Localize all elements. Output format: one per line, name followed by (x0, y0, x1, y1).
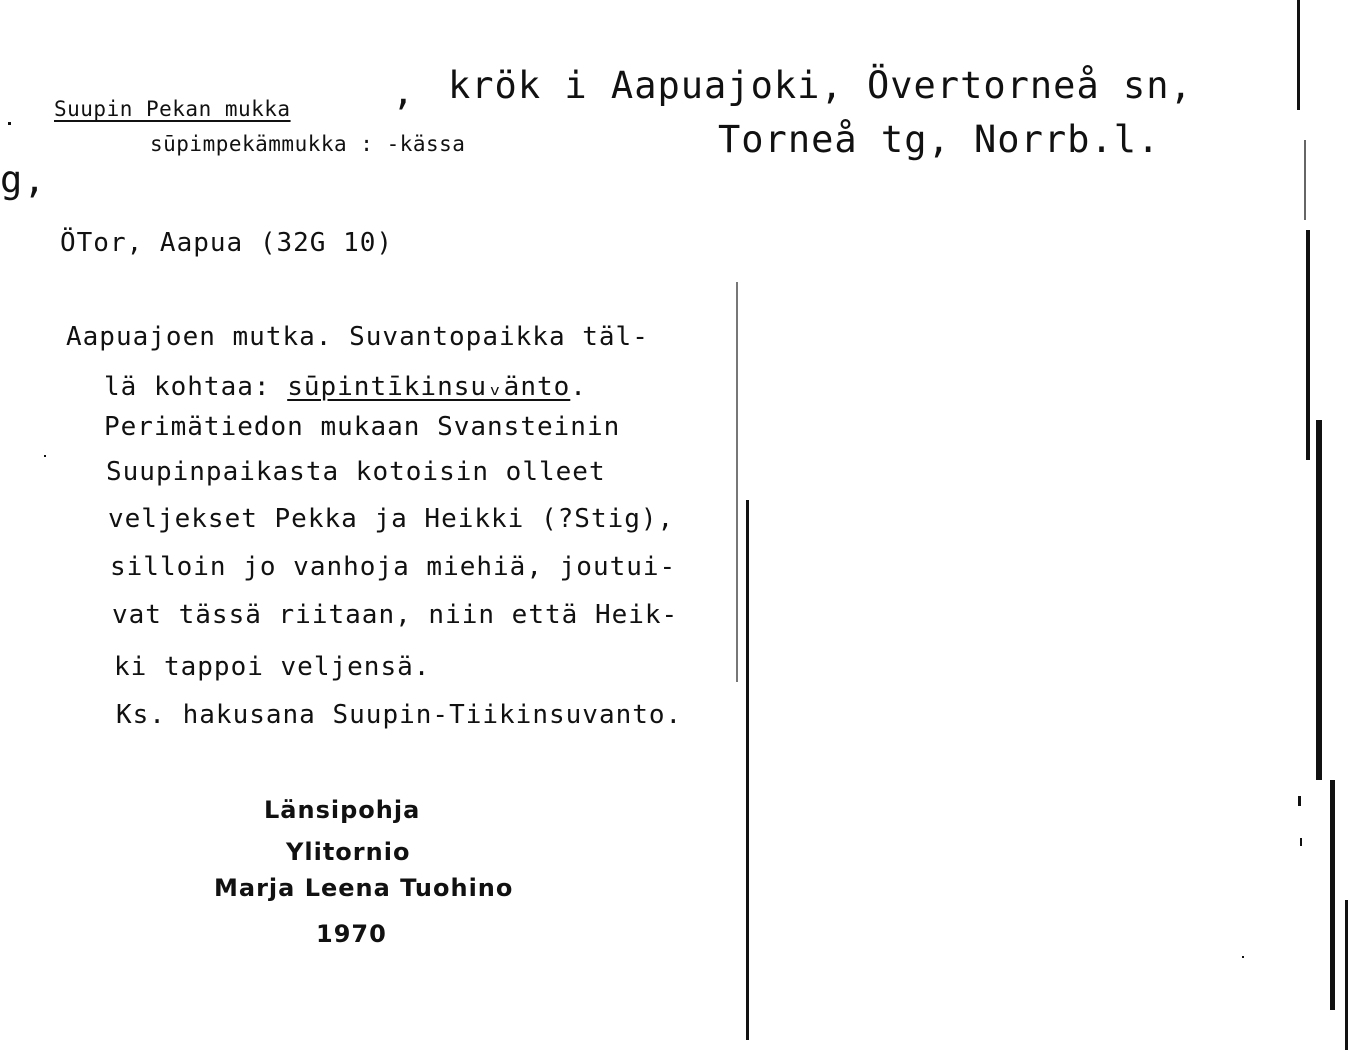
stamp-region: Länsipohja (264, 796, 421, 824)
speck (1298, 796, 1301, 806)
headword: Suupin Pekan mukka (54, 97, 291, 121)
body-line-1: Aapuajoen mutka. Suvantopaikka täl- (66, 322, 649, 352)
body-line-3: Perimätiedon mukaan Svansteinin (104, 412, 621, 442)
location-line: ÖTor, Aapua (32G 10) (60, 228, 394, 258)
stamp-year: 1970 (316, 920, 387, 948)
stamp-collector: Marja Leena Tuohino (214, 874, 514, 902)
speck (44, 455, 46, 457)
place-line-2: Torneå tg, Norrb.l. (718, 118, 1161, 161)
body-line-5: veljekset Pekka ja Heikki (?Stig), (108, 504, 675, 534)
body-line-2 (104, 372, 587, 402)
speck (1242, 956, 1244, 958)
right-edge-faint (1304, 140, 1306, 220)
body-line-2-text: lä kohtaa: (104, 372, 288, 402)
place-line-1: krök i Aapuajoki, Övertorneå sn, (448, 64, 1193, 107)
stamp-parish: Ylitornio (286, 838, 411, 866)
speck (1300, 838, 1302, 846)
phonetic-inline: sūpintīkinsuᵥänto (287, 372, 571, 402)
body-line-8: ki tappoi veljensä. (114, 652, 431, 682)
right-edge-top (1297, 0, 1300, 110)
card-edge-line (746, 500, 749, 1040)
phonetic-inline-end: . (570, 372, 587, 402)
phonetic-form: sūpimpekämmukka : -kässa (150, 132, 466, 156)
overflow-text: g, (0, 158, 47, 201)
body-line-9: Ks. hakusana Suupin-Tiikinsuvanto. (116, 700, 683, 730)
headword-comma: , (392, 70, 416, 113)
right-edge-corner (1345, 900, 1348, 1050)
speck (8, 122, 11, 125)
body-line-4: Suupinpaikasta kotoisin olleet (106, 457, 606, 487)
right-edge-mid (1306, 230, 1310, 460)
right-edge-thick (1316, 420, 1322, 780)
body-line-7: vat tässä riitaan, niin että Heik- (112, 600, 679, 630)
card-edge-faint (736, 282, 738, 682)
body-line-6: silloin jo vanhoja miehiä, joutui- (110, 552, 677, 582)
right-edge-bottom (1330, 780, 1335, 1010)
